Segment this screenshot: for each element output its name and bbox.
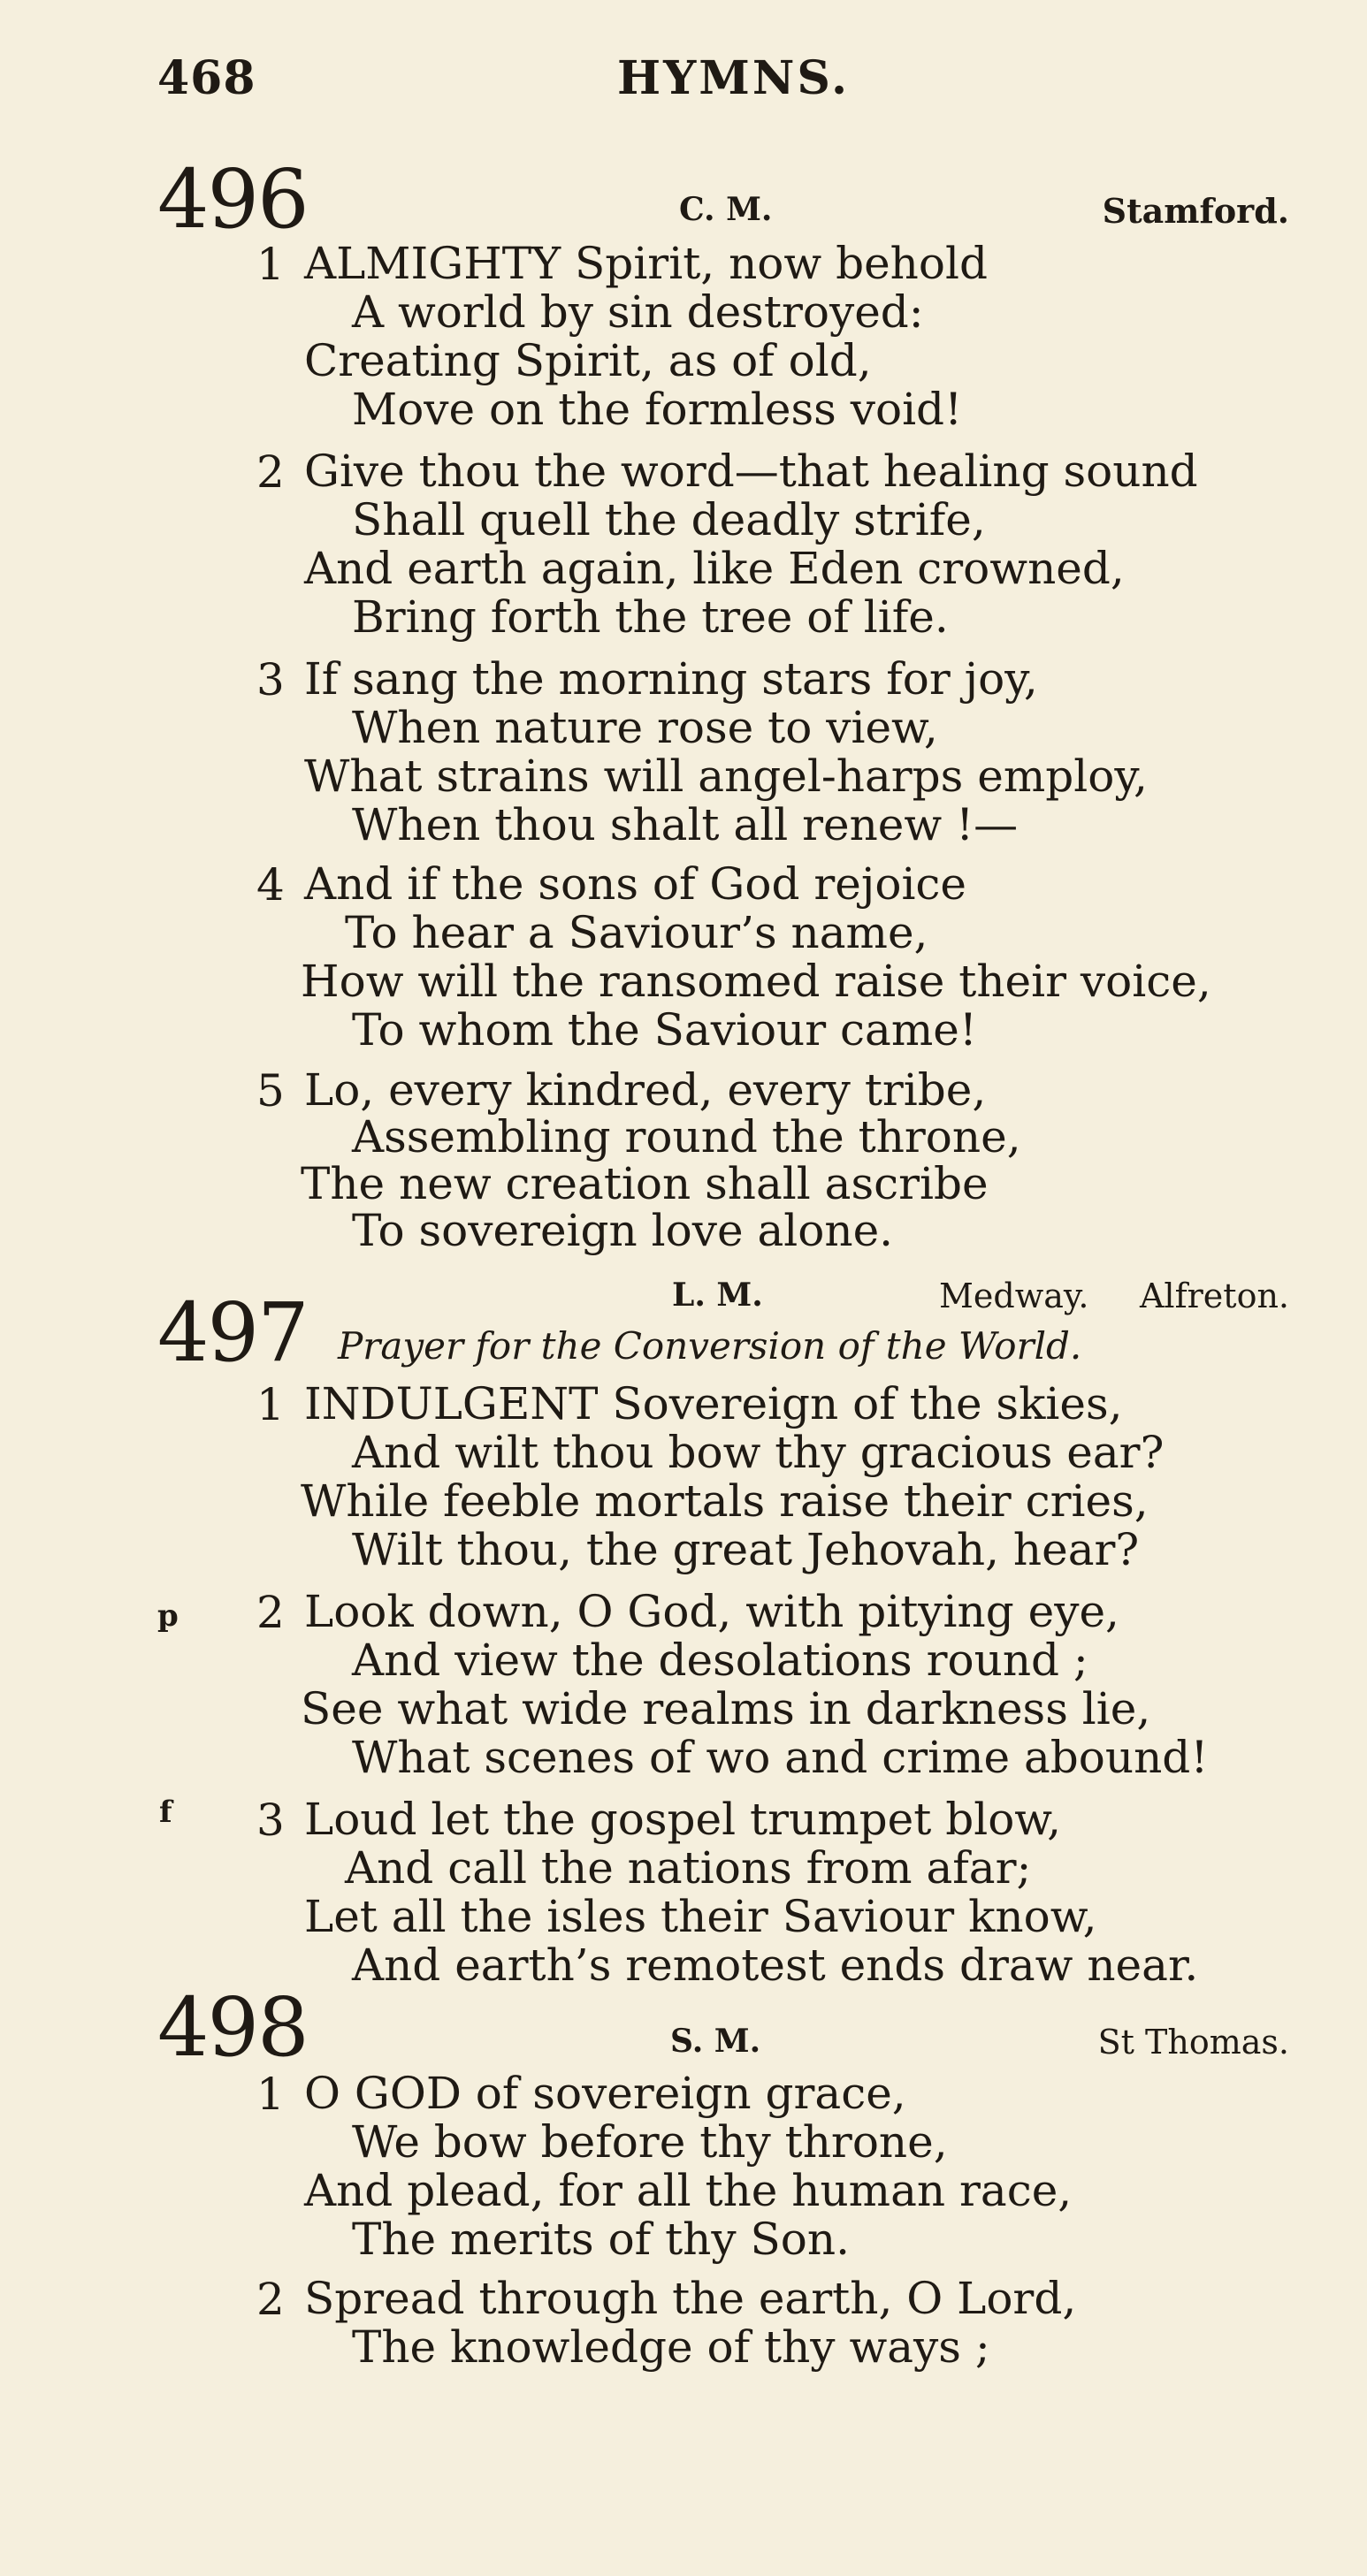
verse-line: If sang the morning stars for joy, (304, 653, 1038, 705)
page-title: HYMNS. (617, 51, 851, 105)
verse-line: And call the nations from afar; (345, 1842, 1032, 1894)
verse-line: Assembling round the throne, (352, 1111, 1021, 1162)
verse-line: And wilt thou bow thy gracious ear? (352, 1427, 1165, 1478)
verse-line: Wilt thou, the great Jehovah, hear? (352, 1524, 1140, 1575)
verse-line: And if the sons of God rejoice (304, 858, 967, 910)
hymn-number: 498 (157, 1980, 308, 2075)
verse-line: Look down, O God, with pitying eye, (304, 1586, 1119, 1637)
verse-line: A world by sin destroyed: (352, 286, 924, 338)
hymn-number: 497 (157, 1285, 308, 1380)
verse-number: 4 (256, 859, 285, 911)
hymn-tune: Stamford. (1102, 191, 1289, 231)
verse-number: 2 (256, 1587, 285, 1638)
verse-line: Spread through the earth, O Lord, (304, 2273, 1077, 2324)
verse-line: And earth again, like Eden crowned, (304, 543, 1125, 594)
page-number: 468 (157, 51, 256, 105)
verse-line: Creating Spirit, as of old, (304, 335, 872, 386)
hymn-number: 496 (157, 152, 308, 247)
verse-line: When nature rose to view, (352, 702, 938, 753)
verse-line: How will the ransomed raise their voice, (301, 956, 1211, 1007)
dynamic-marking: p (157, 1598, 179, 1634)
hymn-meter: S. M. (670, 2023, 761, 2060)
verse-line: The merits of thy Son. (352, 2214, 850, 2265)
verse-line: See what wide realms in darkness lie, (301, 1683, 1151, 1734)
verse-line: Bring forth the tree of life. (352, 591, 949, 643)
hymn-tune: St Thomas. (1097, 2023, 1289, 2062)
verse-line: To whom the Saviour came! (352, 1004, 977, 1056)
verse-line: INDULGENT Sovereign of the skies, (304, 1378, 1123, 1429)
verse-line: Move on the formless void! (352, 384, 963, 435)
verse-line: What strains will angel-harps employ, (304, 751, 1148, 802)
verse-number: 3 (256, 654, 285, 705)
verse-line: And plead, for all the human race, (304, 2165, 1073, 2216)
verse-line: To sovereign love alone. (352, 1205, 894, 1256)
verse-number: 2 (256, 446, 285, 498)
verse-number: 5 (256, 1065, 285, 1117)
verse-line: Lo, every kindred, every tribe, (304, 1064, 987, 1116)
verse-line: While feeble mortals raise their cries, (301, 1475, 1149, 1527)
hymn-tune: Medway. (939, 1277, 1089, 1315)
verse-line: Shall quell the deadly strife, (352, 494, 986, 545)
verse-line: Let all the isles their Saviour know, (304, 1891, 1097, 1942)
verse-number: 2 (256, 2274, 285, 2325)
verse-line: Give thou the word—that healing sound (304, 446, 1198, 497)
hymn-meter: C. M. (679, 191, 773, 228)
verse-line: And view the desolations round ; (352, 1635, 1088, 1686)
verse-line: What scenes of wo and crime abound! (352, 1732, 1209, 1783)
verse-line: When thou shalt all renew !— (352, 799, 1019, 850)
verse-line: Loud let the gospel trumpet blow, (304, 1794, 1062, 1845)
hymn-tune: Alfreton. (1139, 1277, 1289, 1315)
verse-line: To hear a Saviour’s name, (345, 907, 928, 958)
verse-line: ALMIGHTY Spirit, now behold (304, 238, 988, 289)
verse-line: The new creation shall ascribe (301, 1158, 989, 1209)
verse-line: The knowledge of thy ways ; (352, 2321, 990, 2373)
verse-line: And earth’s remotest ends draw near. (352, 1940, 1199, 1991)
verse-line: O GOD of sovereign grace, (304, 2068, 906, 2119)
verse-number: 1 (256, 2069, 285, 2120)
dynamic-marking: f (159, 1795, 172, 1830)
verse-line: We bow before thy throne, (352, 2116, 948, 2168)
verse-number: 3 (256, 1795, 285, 1846)
hymn-meter: L. M. (672, 1277, 763, 1314)
verse-number: 1 (256, 1379, 285, 1430)
verse-number: 1 (256, 239, 285, 290)
hymn-subtitle: Prayer for the Conversion of the World. (338, 1324, 1082, 1368)
